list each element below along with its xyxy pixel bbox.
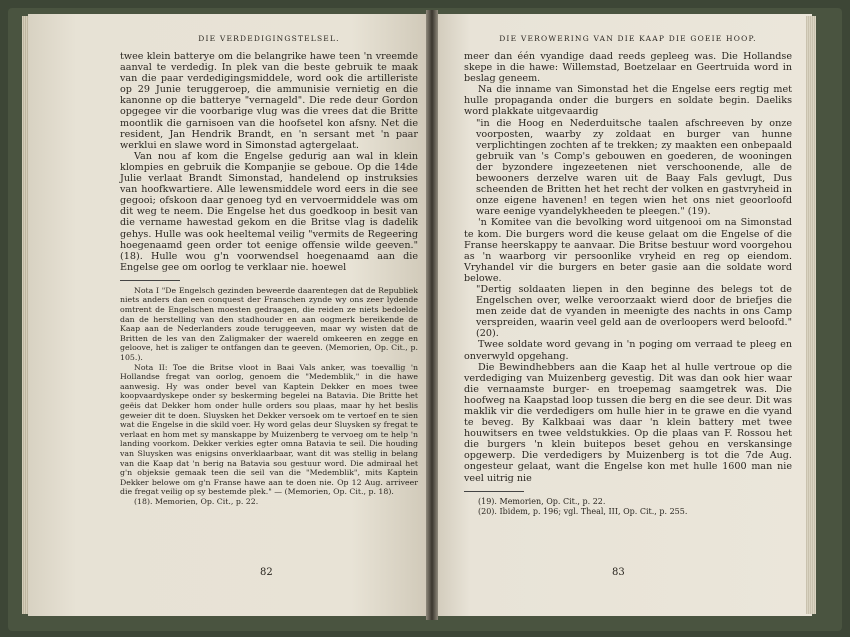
left-notes (120, 286, 418, 507)
footnote-20: (20). Ibidem, p. 196; vgl. Theal, III, Op. Cit., p. 255. (478, 506, 688, 516)
right-paragraph-2: Na die inname van Simonstad het die Engelse eers regtig met hulle propaganda onder die burgers en soldate begin. Daeliks word plakkate uitgevaardig (464, 84, 792, 118)
right-footnotes (464, 497, 792, 517)
left-body-text (120, 51, 418, 273)
right-body-text (464, 51, 792, 484)
right-page-number: 83 (612, 567, 625, 578)
right-paragraph-4: Twee soldate word gevang in 'n poging om verraad te pleeg en onverwyld opgehang. (464, 339, 792, 362)
left-page-number: 82 (260, 567, 273, 578)
right-running-head: DIE VEROWERING VAN DIE KAAP DIE GOEIE HOOP. (499, 34, 757, 43)
left-footnote: (18). Memorien, Op. Cit., p. 22. (134, 496, 259, 506)
right-page (432, 14, 812, 616)
left-paragraph-2: Van nou af kom die Engelse gedurig aan wal in klein klompies en gebruik die Kompanjie se geboue. Op die 14de Julie verlaat Brandt Simonstad, handelend op instruksies van hoofkwartiere. Alle lewensmiddele word eers in die see gegooi; ofskoon daar genoeg tyd en vervoermiddele was om dit weg te neem. Die Engelse het dus goedkoop in besit van die vername hawestad gekom en die Britse vlag is dadelik gehys. Hulle was ook heeltemal veilig "vermits de Regeering hoegenaamd geen order tot eenige offensie wilde geeven." (18). Hulle wou g'n voorwendsel hoegenaamd aan die Engelse gee om oorlog te verklaar nie. hoewel (120, 150, 418, 273)
notes-divider (120, 280, 180, 281)
left-paragraph-1: twee klein batterye om die belangrike hawe teen 'n vreemde aanval te verdedig. In plek van die beste gebruik te maak van die paar verdedigingsmiddele, word ook die artilleriste op 29 Junie teruggeroep, die ammunisie vernietig en die kanonne op die batterye "vernageld". Die rede deur Gordon opgegee vir die voorbarige vlug was die vrees dat die Britte moontlik die garnisoen van die hoofsetel kon afsny. Net die resident, Jan Hendrik Brandt, en 'n sersant met 'n paar werklui en slawe word in Simonstad agtergelaat. (120, 51, 418, 151)
footnote-19: (19). Memorien, Op. Cit., p. 22. (478, 496, 606, 506)
left-running-head: DIE VERDEDIGINGSTELSEL. (198, 34, 340, 43)
note-1: Nota I "De Engelsch gezinden beweerde daarentegen dat de Republiek niets anders dan een conquest der Franschen zynde wy ons zeer lydende omtrent de Engelschen moesten gedraagen, die reiden ze niets bedoelde dan de herstelling van den stadhouder en aan oogmerk bereikende de Kaap aan de Nederlanders zoude teruggeeven, maar wy wisten dat de Britten de les van den Zaligmaker der waereld omkeeren en zegge en geloove, het is zaliger te ontfangen dan te geeven. (Memorien, Op. Cit., p. 105.). (120, 285, 418, 363)
right-quote-1: "in die Hoog en Nederduitsche taalen afschreeven by onze voorposten, waarby zy zoldaat en burger van hunne verplichtingen zochten af te trekken; zy maakten een onbepaald gebruik van 's Comp's gebouwen en goederen, de wooningen der byzondere ingezeetenen niet verschoonende, alle de bewooners derzelve waren uit de Baay Fals gevlugt, Dus scheenden de Britten het het recht der volken en gastvryheid in onze eigene havenen! en tegen wien het ons niet geoorloofd ware eenige vyandelykheeden te pleegen." (19). (476, 117, 792, 218)
book-gutter (426, 10, 438, 620)
right-paragraph-5: Die Bewindhebbers aan die Kaap het al hulle vertroue op die verdediging van Muizenberg gevestig. Dit was dan ook hier waar die vernaamste burger- en troepemag saamgetrek was. Die hoofweg na Kaapstad loop tussen die berg en die see deur. Dit was maklik vir die verdedigers om hulle hier in te grawe en die vyand te beveg. By Kalkbaai was daar 'n klein battery met twee houwitsers en twee veldstukkies. Op die plaas van F. Rossou het die burgers 'n klein buitepos beset gehou en verskansinge opgewerp. Die verdedigers by Muizenberg is tot die 7de Aug. ongesteur gelaat, want die Engelse kon met hulle 1600 man nie veel uitrig nie (464, 361, 792, 484)
left-page (28, 14, 432, 616)
footnote-divider (464, 491, 524, 492)
right-paragraph-1: meer dan één vyandige daad reeds gepleeg was. Die Hollandse skepe in die hawe: Willemstad, Boetzelaar en Geertruida word in beslag geneem. (464, 51, 792, 85)
right-quote-2: "Dertig soldaaten liepen in den beginne des belegs tot de Engelschen over, welke veroorzaakt wierd door de briefjes die men zeide dat de vyanden in meenigte des nachts in ons Camp verspreiden, waarin veel geld aan de overloopers werd beloofd." (20). (476, 283, 792, 340)
right-page-edges (806, 16, 816, 614)
note-2: Nota II: Toe die Britse vloot in Baai Vals anker, was toevallig 'n Hollandse fregat van oorlog, genoem die "Medemblik," in die hawe aanwesig. Hy was onder bevel van Kaptein Dekker en moes twee koopvaardyskepe onder sy beskerming begelei na Batavia. Die Britte het geëis dat Dekker hom onder hulle orders sou plaas, maar hy het beslis geweier dit te doen. Sluysken het Dekker versoek om te vertoef en te sien wat die Engelse in die skild voer. Hy word gelas deur Sluysken sy fregat te verlaat en hom met sy manskappe by Muizenberg te vervoeg om te help 'n landing voorkom. Dekker verkies egter omna Batavia te seil. Die houding van Sluysken was enigsins onverklaarbaar, want dit was stellig in belang van die Kaap dat 'n berig na Batavia sou gestuur word. Die admiraal het g'n objeksie gemaak teen die seil van die "Medemblik", mits Kaptein Dekker belowe om g'n Franse hawe aan te doen nie. Op 12 Aug. arriveer die fregat veilig op sy bestemde plek." — (Memorien, Op. Cit., p. 18). (120, 362, 418, 497)
right-paragraph-3: 'n Komitee van die bevolking word uitgenooi om na Simonstad te kom. Die burgers word die keuse gelaat om die Engelse of die Franse heerskappy te aanvaar. Die Britse bestuur word voorgehou as 'n waarborg vir persoonlike vryheid en reg op eiendom. Vryhandel vir die burgers en beter gasie aan die soldate word belowe. (464, 217, 792, 284)
